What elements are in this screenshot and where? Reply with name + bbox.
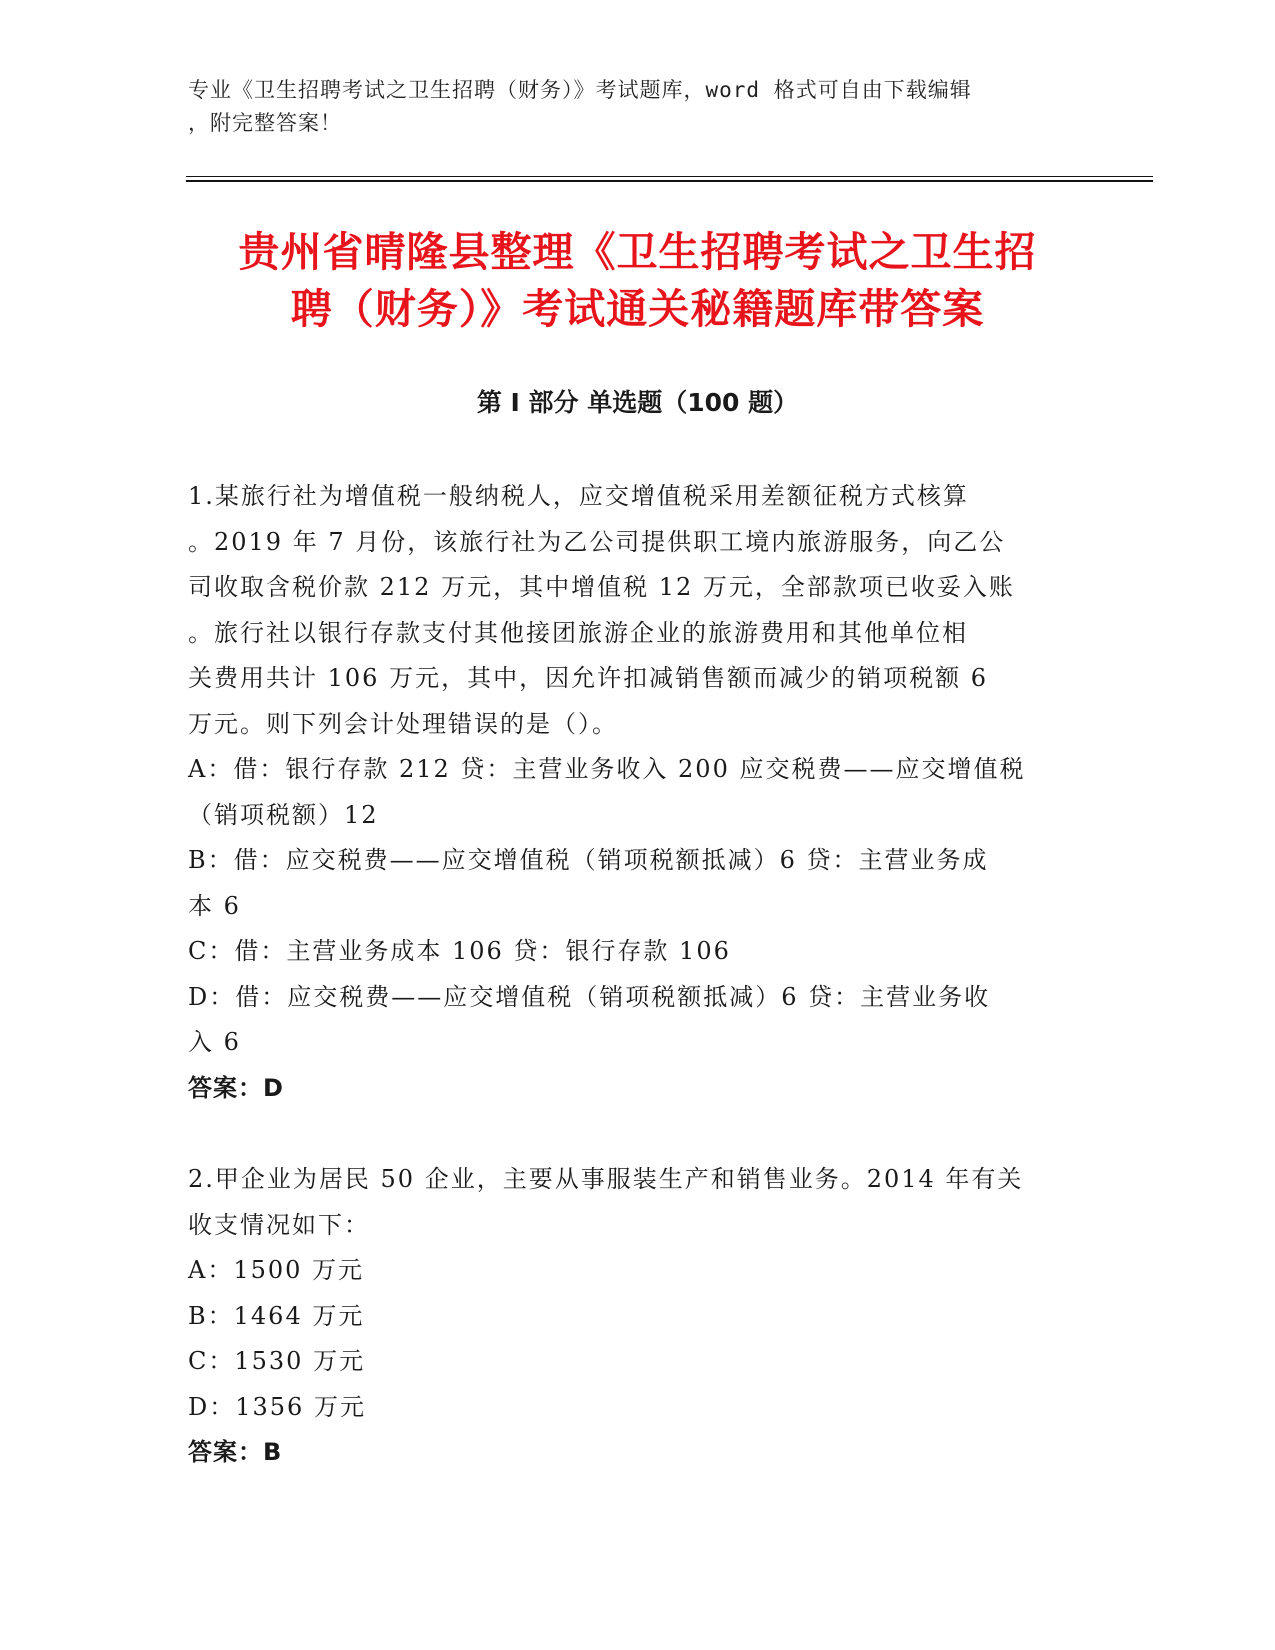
question-1-stem-line: 关费用共计 106 万元，其中，因允许扣减销售额而减少的销项税额 6 <box>188 664 988 692</box>
question-1-option-a: A：借：银行存款 212 贷：主营业务收入 200 应交税费——应交增值税 <box>188 755 1026 783</box>
question-1-stem-line: 。旅行社以银行存款支付其他接团旅游企业的旅游费用和其他单位相 <box>188 618 968 647</box>
header-divider-thick <box>186 180 1153 182</box>
question-2-option-a: A：1500 万元 <box>188 1256 365 1284</box>
header-note <box>188 74 1068 140</box>
question-2-option-c: C：1530 万元 <box>188 1347 366 1375</box>
header-note-line-1: 专业《卫生招聘考试之卫生招聘（财务）》考试题库，word 格式可自由下载编辑 <box>188 78 972 102</box>
document-title <box>130 224 1145 338</box>
question-1-option-d-cont: 入 6 <box>188 1028 241 1056</box>
question-1-option-c: C：借：主营业务成本 106 贷：银行存款 106 <box>188 937 731 965</box>
question-1-stem-line: 司收取含税价款 212 万元，其中增值税 12 万元，全部款项已收妥入账 <box>188 573 1015 601</box>
question-1-option-b: B：借：应交税费——应交增值税（销项税额抵减）6 贷：主营业务成 <box>188 846 989 874</box>
question-2-answer: 答案：B <box>188 1438 283 1466</box>
question-1-option-b-cont: 本 6 <box>188 891 241 920</box>
question-2-stem-line: 2.甲企业为居民 50 企业，主要从事服装生产和销售业务。2014 年有关 <box>188 1165 1024 1193</box>
question-1-answer: 答案：D <box>188 1073 284 1102</box>
question-2-option-d: D：1356 万元 <box>188 1392 366 1421</box>
question-list <box>188 474 1078 1522</box>
question-2-option-b: B：1464 万元 <box>188 1301 365 1330</box>
document-title-line-1: 贵州省晴隆县整理《卫生招聘考试之卫生招 <box>238 228 1037 276</box>
document-title-line-2: 聘（财务）》考试通关秘籍题库带答案 <box>290 285 985 333</box>
question-1-stem-line: 1.某旅行社为增值税一般纳税人，应交增值税采用差额征税方式核算 <box>188 482 969 510</box>
question-2-stem-line: 收支情况如下： <box>188 1210 370 1239</box>
question-1-stem-line: 。2019 年 7 月份，该旅行社为乙公司提供职工境内旅游服务，向乙公 <box>188 527 1006 556</box>
question-1 <box>188 474 1078 1111</box>
question-1-option-a-cont: （销项税额）12 <box>188 800 379 829</box>
question-1-stem-line: 万元。则下列会计处理错误的是（）。 <box>188 709 618 738</box>
question-1-option-d: D：借：应交税费——应交增值税（销项税额抵减）6 贷：主营业务收 <box>188 982 991 1011</box>
header-divider-thin <box>186 176 1153 177</box>
header-note-line-2: ，附完整答案！ <box>188 111 342 135</box>
question-2 <box>188 1157 1078 1476</box>
section-heading: 第 I 部分 单选题（100 题） <box>476 388 799 417</box>
